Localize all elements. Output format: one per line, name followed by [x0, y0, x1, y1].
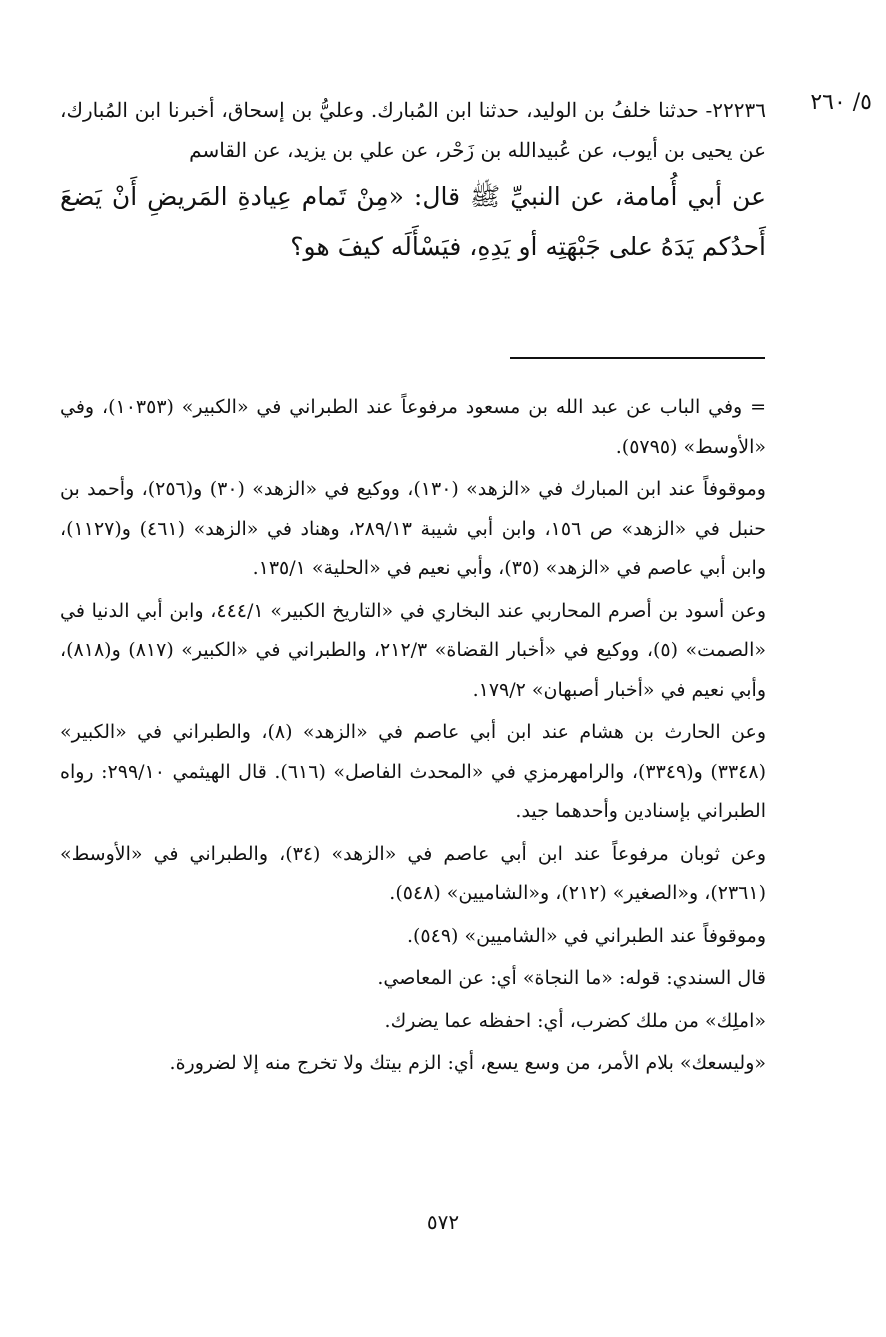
margin-volume-page-reference: ٥/ ٢٦٠	[810, 90, 872, 115]
footnote-paragraph: وعن أسود بن أصرم المحاربي عند البخاري في «التاريخ الكبير» ٤٤٤/١، وابن أبي الدنيا في «الصمت» (٥)، ووكيع في «أخبار القضاة» ٢١٢/٣، والطبراني في «الكبير» (٨١٧) و(٨١٨)، وأبي نعيم في «أخبار أصبهان» ١٧٩/٢.	[60, 599, 767, 701]
footnote-paragraph: وعن الحارث بن هشام عند ابن أبي عاصم في «الزهد» (٨)، والطبراني في «الكبير» (٣٣٤٨) و(٣٣٤٩)، والرامهرمزي في «المحدث الفاصل» (٦١٦). قال الهيثمي ٢٩٩/١٠: رواه الطبراني بإسنادين وأحدهما جيد.	[60, 721, 767, 822]
footnote-paragraph: «املِك» من ملك كضرب، أي: احفظه عما يضرك.	[384, 1009, 766, 1032]
hadith-matn: عن أبي أُمامة، عن النبيِّ ﷺ قال: «مِنْ تَمام عِيادةِ المَريضِ أَنْ يَضعَ أَحدُكم يَدَهُ على جَبْهَتِه أو يَدِهِ، فيَسْأَلَه كيفَ هو؟	[60, 182, 766, 261]
hadith-text-block	[60, 90, 766, 272]
footnotes-section	[60, 388, 766, 1084]
hadith-isnad: ٢٢٢٣٦- حدثنا خلفُ بن الوليد، حدثنا ابن المُبارك. وعليُّ بن إسحاق، أخبرنا ابن المُبارك، عن يحيى بن أيوب، عن عُبيدالله بن زَحْر، عن علي بن يزيد، عن القاسم	[60, 98, 766, 162]
page-number: ٥٧٢	[426, 1210, 460, 1234]
footnote-paragraph: قال السندي: قوله: «ما النجاة» أي: عن المعاصي.	[377, 967, 766, 989]
footnote-paragraph: «وليسعك» بلام الأمر، من وسع يسع، أي: الزم بيتك ولا تخرج منه إلا لضرورة.	[169, 1052, 766, 1074]
footnote-separator	[510, 357, 765, 359]
footnote-paragraph: وموقوفاً عند الطبراني في «الشاميين» (٥٤٩).	[406, 924, 766, 947]
footnote-paragraph: وعن ثوبان مرفوعاً عند ابن أبي عاصم في «الزهد» (٣٤)، والطبراني في «الأوسط» (٢٣٦١)، و«الصغير» (٢١٢)، و«الشاميين» (٥٤٨).	[60, 842, 766, 904]
footnote-paragraph: = وفي الباب عن عبد الله بن مسعود مرفوعاً عند الطبراني في «الكبير» (١٠٣٥٣)، وفي «الأوسط» (٥٧٩٥).	[60, 396, 766, 458]
footnote-paragraph: وموقوفاً عند ابن المبارك في «الزهد» (١٣٠)، ووكيع في «الزهد» (٣٠) و(٢٥٦)، وأحمد بن حنبل في «الزهد» ص ١٥٦، وابن أبي شيبة ٢٨٩/١٣، وهناد في «الزهد» (٤٦١) و(١١٢٧)، وابن أبي عاصم في «الزهد» (٣٥)، وأبي نعيم في «الحلية» ١٣٥/١.	[60, 478, 766, 579]
